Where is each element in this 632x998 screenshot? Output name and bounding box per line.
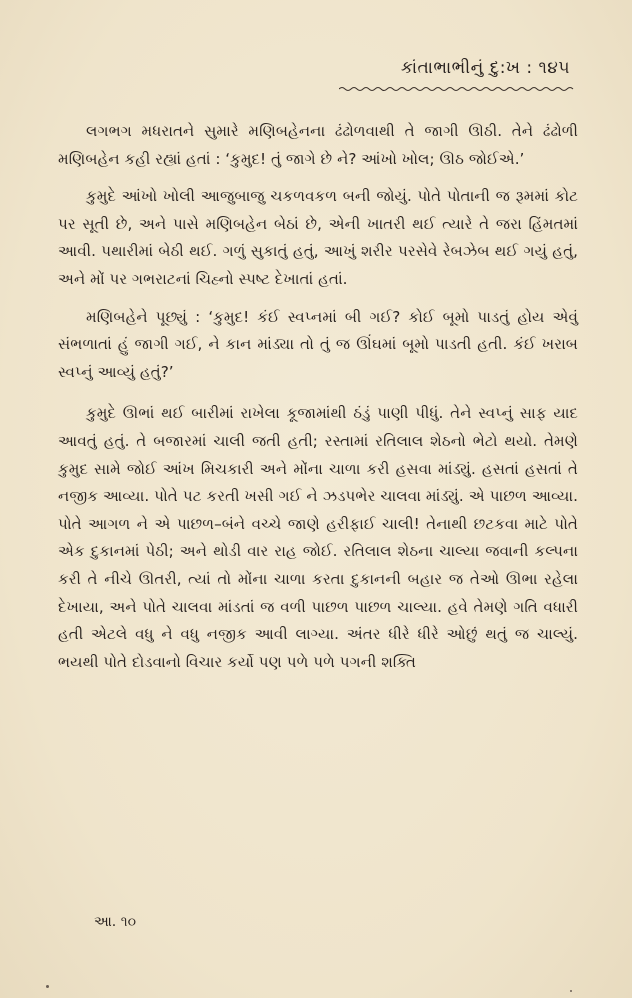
paragraph: કુમુદે આંખો ખોલી આજુબાજુ ચકળવકળ બની જોયું. પોતે પોતાની જ રૂમમાં કોટ પર સૂતી છે, અને પાસે મણિબહેન બેઠાં છે, એની ખાતરી થઈ ત્યારે તે જરા હિંમતમાં આવી. પથારીમાં બેઠી થઈ. ગળું સુકાતું હતું, આખું શરીર પરસેવે રેબઝેબ થઈ ગયું હતું, અને મોં પર ગભરાટનાં ચિહ્નો સ્પષ્ટ દેખાતાં હતાં. xyxy=(58,187,578,288)
body-text xyxy=(58,118,578,686)
running-head-rule xyxy=(339,86,574,92)
paper-speck xyxy=(46,985,49,988)
paragraph: લગભગ મધરાતને સુમારે મણિબહેનના ઢંઢોળવાથી તે જાગી ઊઠી. તેને ઢંઢોળી મણિબહેન કહી રહ્યાં હતાં : ‘કુમુદ! તું જાગે છે ને? આંખો ખોલ; ઊઠ જોઈએ.’ xyxy=(58,122,578,168)
paragraph: મણિબહેને પૂછ્યું : ‘કુમુદ! કંઈ સ્વપ્નમાં બી ગઈ? કોઈ બૂમો પાડતું હોય એવું સંભળાતાં હું જાગી ગઈ, ને કાન માંડ્યા તો તું જ ઊંઘમાં બૂમો પાડતી હતી. કંઈ ખરાબ સ્વપ્નું આવ્યું હતું?’ xyxy=(58,307,578,381)
signature-mark: આ. ૧૦ xyxy=(94,914,136,930)
paragraph: કુમુદે ઊભાં થઈ બારીમાં રાખેલા કૂજામાંથી ઠંડું પાણી પીધું. તેને સ્વપ્નું સાફ યાદ આવતું હતું. તે બજારમાં ચાલી જતી હતી; રસ્તામાં રતિલાલ શેઠનો ભેટો થયો. તેમણે કુમુદ સામે જોઈ આંખ મિચકારી અને મોંના ચાળા કરી હસવા માંડ્યું. હસતાં હસતાં તે નજીક આવ્યા. પોતે પટ કરતી ખસી ગઈ ને ઝડપભેર ચાલવા માંડ્યું. એ પાછળ આવ્યા. પોતે આગળ ને એ પાછળ–બંને વચ્ચે જાણે હરીફાઈ ચાલી! તેનાથી છટકવા માટે પોતે એક દુકાનમાં પેઠી; અને થોડી વાર રાહ જોઈ. રતિલાલ શેઠના ચાલ્યા જવાની કલ્પના કરી તે નીચે ઊતરી, ત્યાં તો મોંના ચાળા કરતા દુકાનની બહાર જ તેઓ ઊભા રહેલા દેખાયા, અને પોતે ચાલવા માંડતાં જ વળી પાછળ પાછળ ચાલ્યા. હવે તેમણે ગતિ વધારી હતી એટલે વધુ ને વધુ નજીક આવી લાગ્યા. અંતર ધીરે ધીરે ઓછું થતું જ ચાલ્યું. ભયથી પોતે દોડવાનો વિચાર કર્યો પણ પળે પળે પગની શક્તિ xyxy=(58,404,578,671)
running-head: કાંતાભાભીનું દુ:ખ : ૧૪૫ xyxy=(400,58,570,78)
paper-speck xyxy=(570,990,572,992)
